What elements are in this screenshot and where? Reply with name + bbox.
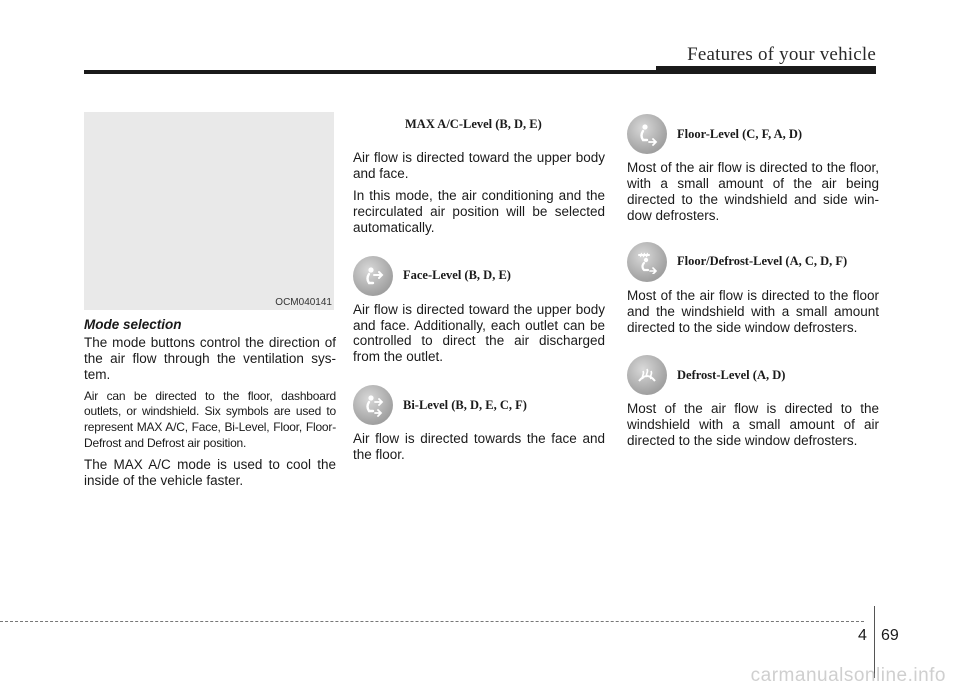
paragraph: In this mode, the air conditioning and the recirculated air position will be selected automatically. — [353, 187, 605, 235]
chapter-number: 4 — [858, 627, 867, 644]
mode-label: Defrost-Level (A, D) — [677, 367, 786, 382]
paragraph: Air flow is directed toward the upper body and face. Additionally, each outlet can be controlled to direct the air discharged from the outlet. — [353, 301, 605, 365]
photo-code: OCM040141 — [275, 297, 332, 308]
mode-heading-floor-defrost — [627, 242, 879, 282]
floor-defrost-level-icon — [627, 242, 667, 282]
paragraph: Air flow is directed towards the face and the floor. — [353, 431, 605, 463]
dashboard-photo — [84, 112, 334, 310]
mode-label: Face-Level (B, D, E) — [403, 268, 511, 283]
bi-level-icon — [353, 385, 393, 425]
defrost-level-icon — [627, 355, 667, 395]
mode-label: Floor-Level (C, F, A, D) — [677, 126, 803, 141]
mode-label: MAX A/C-Level (B, D, E) — [405, 116, 542, 131]
watermark: carmanualsonline.info — [750, 665, 946, 686]
paragraph: Air flow is directed toward the upper body and face. — [353, 150, 605, 181]
footer-rule — [0, 621, 864, 622]
mode-heading-defrost — [627, 355, 879, 395]
mode-heading-face — [353, 256, 605, 296]
floor-level-icon — [627, 114, 667, 154]
face-level-icon — [353, 256, 393, 296]
paragraph: Air can be directed to the floor, dashboard outlets, or windshield. Six symbols are used to represent MAX A/C, Face, Bi-Level, Floor, Floor-Defrost and Defrost air position. — [84, 388, 336, 450]
paragraph: The mode buttons control the direction of the air flow through the ventilation sys-tem. — [84, 335, 336, 382]
column-mode-selection — [84, 112, 336, 495]
paragraph: Most of the air flow is directed to the floor, with a small amount of the air being directed to the windshield and side win-dow defrosters. — [627, 160, 879, 223]
mode-heading-floor — [627, 114, 879, 154]
mode-label: Bi-Level (B, D, E, C, F) — [403, 397, 527, 412]
header-title: Features of your vehicle — [687, 44, 876, 65]
page-number: 69 — [881, 627, 899, 644]
section-title: Mode selection — [84, 317, 182, 332]
mode-heading-max-ac — [353, 104, 605, 144]
column-modes-2 — [627, 112, 879, 455]
paragraph: The MAX A/C mode is used to cool the inside of the vehicle faster. — [84, 457, 336, 489]
column-modes-1 — [353, 112, 605, 469]
header-rule-accent — [656, 66, 876, 74]
mode-label: Floor/Defrost-Level (A, C, D, F) — [677, 254, 848, 269]
paragraph: Most of the air flow is directed to the floor and the windshield with a small amount directed to the side window defrosters. — [627, 287, 879, 335]
mode-heading-bi-level — [353, 385, 605, 425]
paragraph: Most of the air flow is directed to the windshield with a small amount of air directed to the side window defrosters. — [627, 401, 879, 449]
